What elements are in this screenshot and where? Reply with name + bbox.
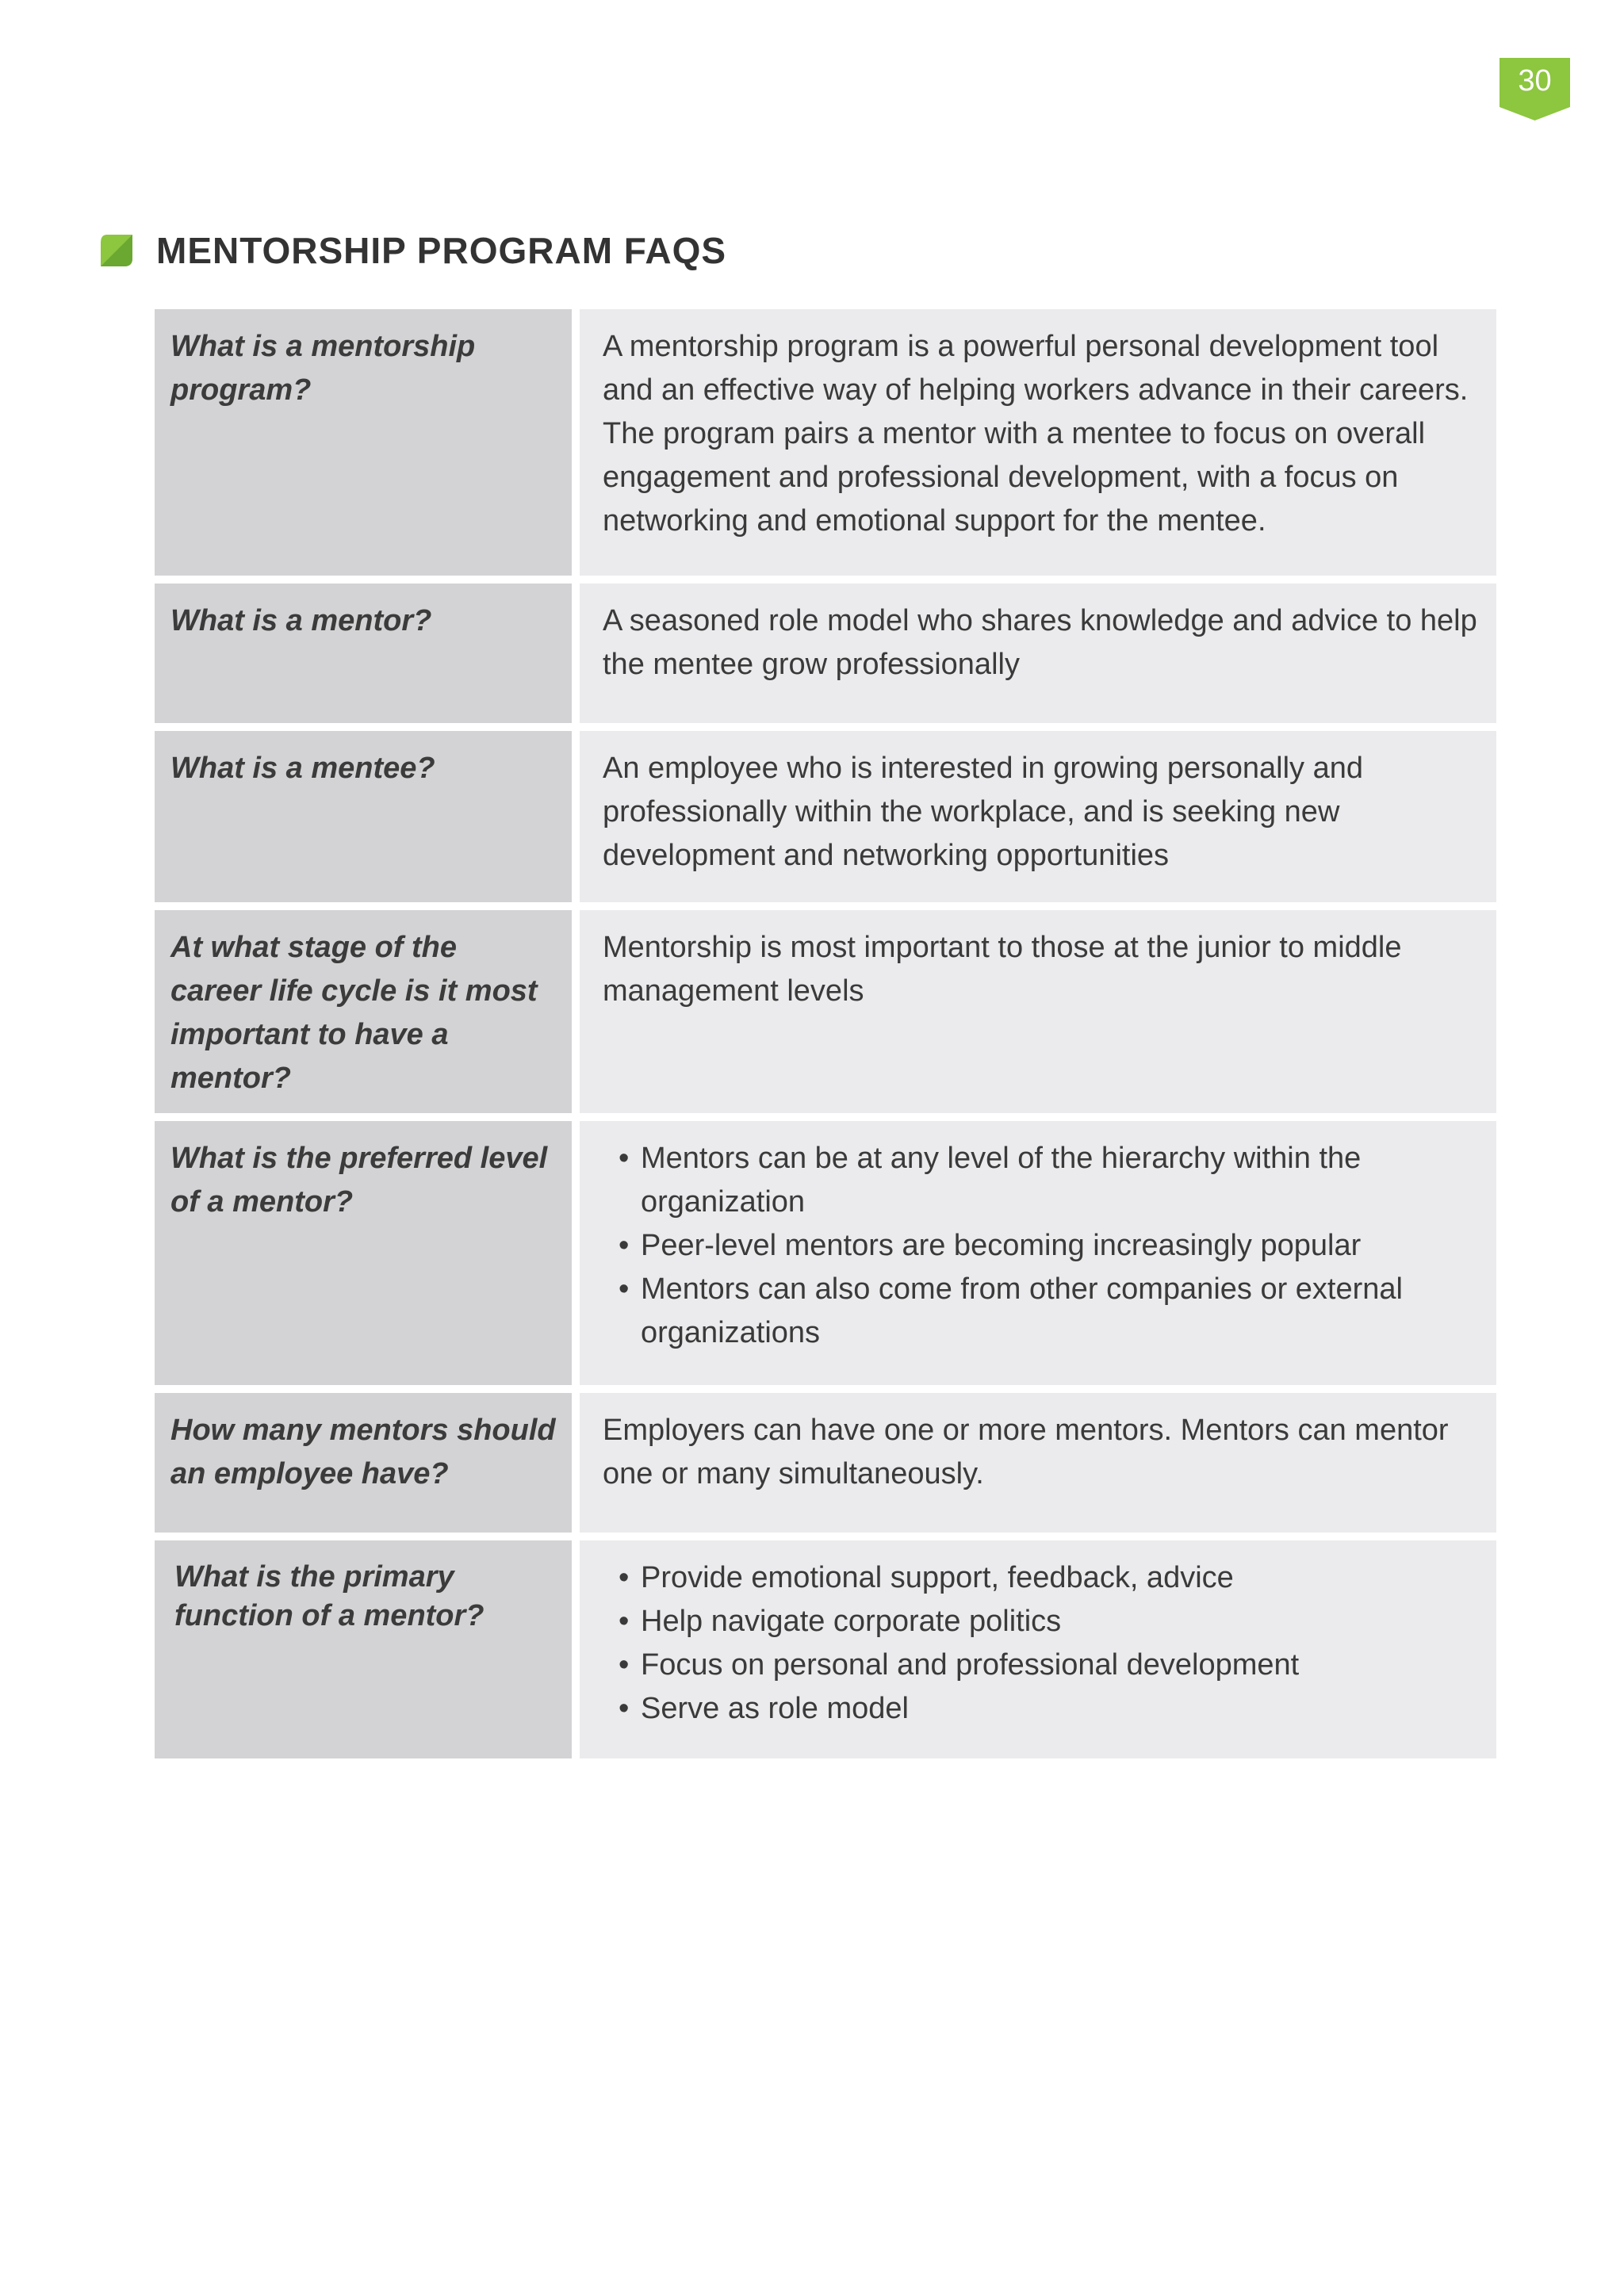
bullet-item: • Peer-level mentors are becoming increasingly popular [641,1224,1480,1268]
bullet-item: • Mentors can be at any level of the hierarchy within the organization [641,1137,1480,1224]
leaf-icon [101,235,132,266]
faq-row [155,309,1496,576]
page-number: 30 [1518,64,1552,98]
faq-answer: Employers can have one or more mentors. Mentors can mentor one or many simultaneously. [580,1393,1496,1533]
faq-answer [580,1121,1496,1385]
faq-row [155,584,1496,723]
faq-row [155,910,1496,1113]
faq-row [155,1540,1496,1758]
faq-question: What is a mentee? [155,731,572,902]
bullet-item: • Mentors can also come from other companies or external organizations [641,1268,1480,1355]
faq-question: What is a mentor? [155,584,572,723]
faq-row [155,1393,1496,1533]
faq-answer: A seasoned role model who shares knowledge and advice to help the mentee grow professionally [580,584,1496,723]
bullet-item: • Provide emotional support, feedback, advice [641,1556,1480,1600]
faq-answer: A mentorship program is a powerful personal development tool and an effective way of helping workers advance in their careers. The program pairs a mentor with a mentee to focus on overall engagement and professional development, with a focus on networking and emotional support for the mentee. [580,309,1496,576]
bullet-item: • Serve as role model [641,1687,1480,1731]
faq-question: What is a mentorship program? [155,309,572,576]
page-number-badge [1500,58,1570,121]
faq-question: How many mentors should an employee have? [155,1393,572,1533]
faq-question: What is the primary function of a mentor? [155,1540,572,1758]
faq-answer: Mentorship is most important to those at the junior to middle management levels [580,910,1496,1113]
section-title: MENTORSHIP PROGRAM FAQS [156,230,727,271]
faq-row [155,1121,1496,1385]
bullet-list [603,1137,1480,1355]
faq-question: At what stage of the career life cycle is it most important to have a mentor? [155,910,572,1113]
faq-answer [580,1540,1496,1758]
faq-row [155,731,1496,902]
bullet-list [603,1556,1480,1731]
section-heading [101,227,726,274]
faq-question: What is the preferred level of a mentor? [155,1121,572,1385]
bullet-item: • Focus on personal and professional development [641,1644,1480,1687]
faq-table [155,309,1496,1766]
bullet-item: • Help navigate corporate politics [641,1600,1480,1644]
faq-answer: An employee who is interested in growing personally and professionally within the workplace, and is seeking new development and networking opportunities [580,731,1496,902]
